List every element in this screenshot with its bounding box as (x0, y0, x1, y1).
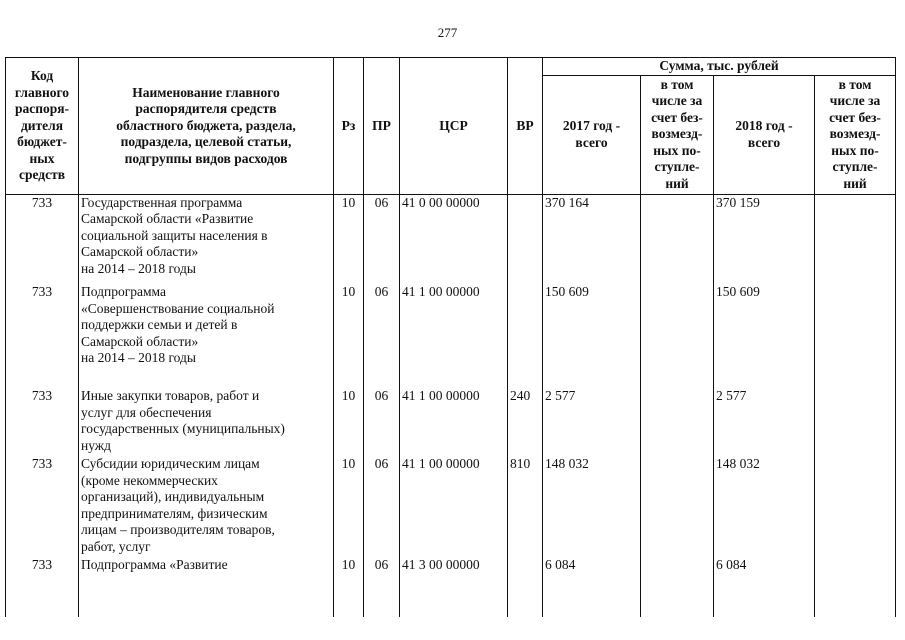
row-name-line: на 2014 – 2018 годы (81, 350, 196, 365)
header-2017-gratis-line: ний (665, 175, 689, 191)
row-name (79, 388, 334, 456)
table-row (6, 557, 896, 617)
row-gratis-2018 (815, 194, 896, 284)
row-code: 733 (6, 388, 79, 456)
row-csr: 41 3 00 00000 (400, 557, 508, 617)
row-pr: 06 (364, 456, 400, 557)
header-2018-gratis-line: счет без- (829, 109, 881, 125)
row-pr: 06 (364, 284, 400, 388)
row-name-line: Самарской области» (81, 244, 199, 259)
table-row (6, 284, 896, 388)
row-csr: 41 1 00 00000 (400, 284, 508, 388)
row-gratis-2017 (641, 557, 714, 617)
row-sum-2018: 2 577 (714, 388, 815, 456)
row-sum-2017: 6 084 (543, 557, 641, 617)
row-name-line: организаций), индивидуальным (81, 489, 265, 504)
row-name-line: услуг для обеспечения (81, 404, 212, 420)
row-csr: 41 1 00 00000 (400, 456, 508, 557)
row-vr (508, 284, 543, 388)
header-2017-gratis (641, 75, 714, 194)
row-sum-2017: 2 577 (543, 388, 641, 456)
row-sum-2018: 370 159 (714, 194, 815, 284)
row-name-line: Государственная программа (81, 194, 243, 210)
row-code: 733 (6, 284, 79, 388)
row-gratis-2018 (815, 388, 896, 456)
header-rz: Рз (334, 58, 364, 195)
row-name-line: на 2014 – 2018 годы (81, 260, 196, 276)
row-name-line: предпринимателям, физическим (81, 505, 268, 521)
header-2017-gratis-line: числе за (651, 93, 703, 109)
row-name (79, 456, 334, 557)
header-code-line: Код (30, 68, 54, 83)
header-2017-gratis-line: ступле- (654, 159, 700, 175)
row-sum-2018: 150 609 (714, 284, 815, 388)
row-sum-2017: 150 609 (543, 284, 641, 388)
row-code: 733 (6, 456, 79, 557)
header-code-line: распоря- (14, 101, 70, 116)
row-code: 733 (6, 194, 79, 284)
row-name-line: государственных (муниципальных) (81, 421, 285, 436)
row-vr (508, 194, 543, 284)
header-vr: ВР (508, 58, 543, 195)
header-2018-total (714, 75, 815, 194)
row-rz: 10 (334, 557, 364, 617)
header-name-line: подраздела, целевой статьи, (120, 134, 292, 149)
row-gratis-2017 (641, 284, 714, 388)
header-2018-gratis-line: ний (843, 175, 867, 191)
header-code-line: средств (18, 167, 66, 182)
row-name-line: социальной защиты населения в (81, 227, 268, 243)
header-code-line: ных (29, 150, 55, 166)
row-csr: 41 0 00 00000 (400, 194, 508, 284)
row-name-line: Самарской области» (81, 333, 199, 349)
header-name-line: областного бюджета, раздела, (116, 117, 296, 133)
header-2018-gratis (815, 75, 896, 194)
row-gratis-2018 (815, 557, 896, 617)
row-name-line: Иные закупки товаров, работ и (81, 388, 260, 403)
row-name-line: Подпрограмма «Развитие (81, 557, 228, 572)
row-name-line: нужд (81, 437, 111, 453)
header-2017-gratis-line: возмезд- (651, 126, 703, 142)
header-2017-gratis-line: ных по- (653, 142, 701, 158)
row-pr: 06 (364, 388, 400, 456)
row-vr: 240 (508, 388, 543, 456)
header-name (79, 58, 334, 195)
header-code-line: дителя (20, 117, 64, 133)
header-sum-group: Сумма, тыс. рублей (543, 58, 896, 76)
row-gratis-2017 (641, 456, 714, 557)
header-2017-total-line: 2017 год - (562, 118, 621, 133)
header-pr: ПР (364, 58, 400, 195)
row-pr: 06 (364, 557, 400, 617)
row-name-line: Подпрограмма (81, 284, 166, 299)
row-name (79, 557, 334, 617)
row-gratis-2018 (815, 456, 896, 557)
row-sum-2018: 6 084 (714, 557, 815, 617)
header-2017-gratis-line: в том (660, 76, 694, 92)
row-name-line: лицам – производителям товаров, (81, 522, 275, 537)
table-row (6, 456, 896, 557)
header-2017-total (543, 75, 641, 194)
header-code-line: бюджет- (17, 134, 67, 149)
row-pr: 06 (364, 194, 400, 284)
row-rz: 10 (334, 456, 364, 557)
row-name (79, 284, 334, 388)
header-2018-gratis-line: числе за (829, 93, 881, 109)
header-2018-gratis-line: ступле- (832, 159, 878, 175)
row-name-line: работ, услуг (81, 538, 151, 554)
header-csr: ЦСР (400, 58, 508, 195)
table-row (6, 388, 896, 456)
row-sum-2017: 148 032 (543, 456, 641, 557)
header-name-line: распорядителя средств (135, 101, 277, 116)
row-name-line: (кроме некоммерческих (81, 472, 218, 488)
row-gratis-2017 (641, 388, 714, 456)
row-gratis-2017 (641, 194, 714, 284)
row-rz: 10 (334, 388, 364, 456)
header-2018-gratis-line: ных по- (831, 142, 879, 158)
header-code-line: главного (14, 84, 70, 100)
header-2018-total-line: 2018 год - (735, 118, 793, 133)
budget-table (5, 57, 896, 617)
row-name-line: «Совершенствование социальной (81, 300, 275, 316)
row-name-line: поддержки семьи и детей в (81, 317, 238, 332)
row-name (79, 194, 334, 284)
row-name-line: Субсидии юридическим лицам (81, 456, 260, 471)
row-name-line: Самарской области «Развитие (81, 211, 254, 226)
header-2018-gratis-line: в том (838, 76, 872, 92)
header-2018-total-line: всего (747, 134, 781, 150)
row-gratis-2018 (815, 284, 896, 388)
header-name-line: Наименование главного (132, 84, 280, 100)
row-csr: 41 1 00 00000 (400, 388, 508, 456)
header-2017-gratis-line: счет без- (651, 109, 703, 125)
header-2018-gratis-line: возмезд- (829, 126, 881, 142)
row-vr (508, 557, 543, 617)
page-number: 277 (437, 25, 458, 40)
header-code (6, 58, 79, 195)
table-row (6, 194, 896, 284)
row-code: 733 (6, 557, 79, 617)
row-sum-2018: 148 032 (714, 456, 815, 557)
row-sum-2017: 370 164 (543, 194, 641, 284)
row-rz: 10 (334, 284, 364, 388)
header-name-line: подгруппы видов расходов (124, 150, 288, 166)
row-vr: 810 (508, 456, 543, 557)
header-2017-total-line: всего (575, 134, 608, 150)
row-rz: 10 (334, 194, 364, 284)
